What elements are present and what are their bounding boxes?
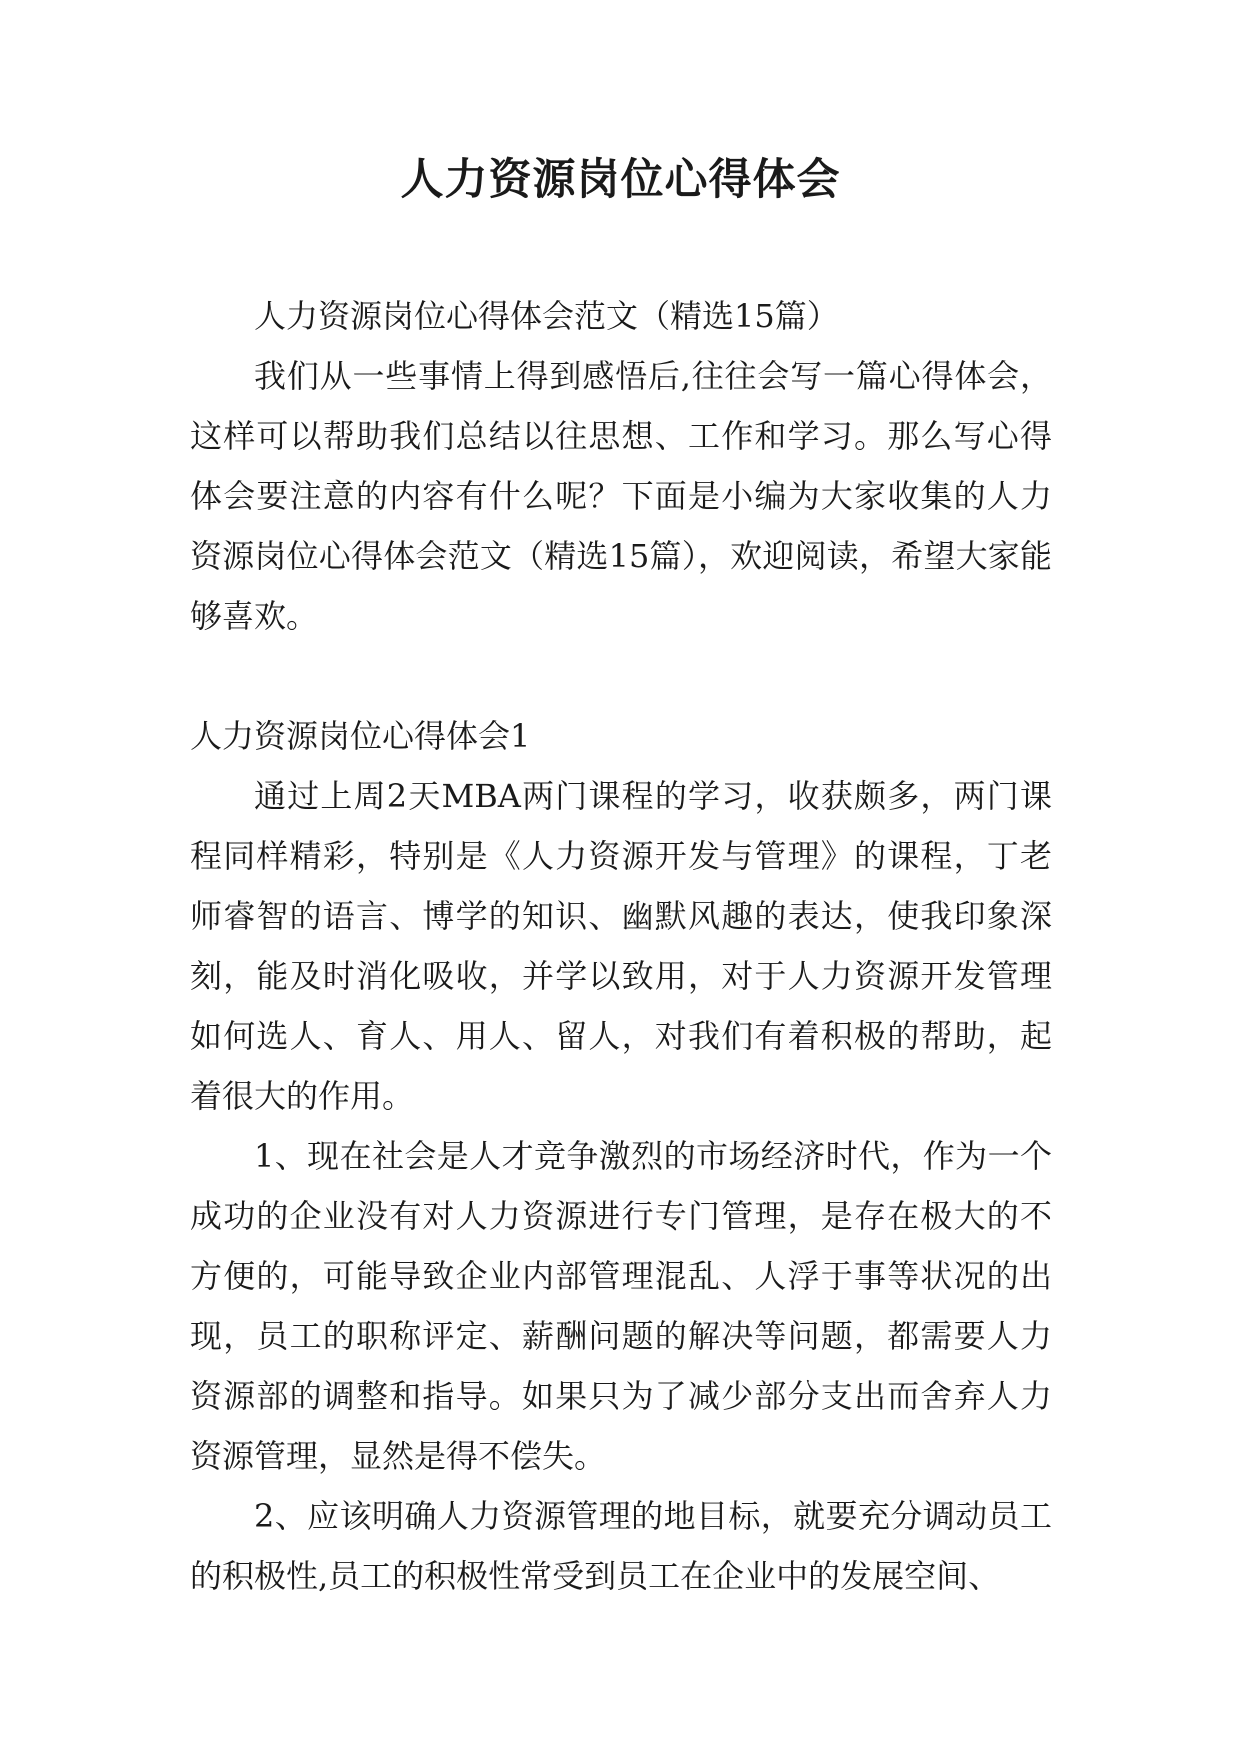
document-title: 人力资源岗位心得体会 [400, 155, 841, 205]
intro-paragraph: 我们从一些事情上得到感悟后,往往会写一篇心得体会，这样可以帮助我们总结以往思想、工作和学习。那么写心得体会要注意的内容有什么呢？下面是小编为大家收集的人力资源岗位心得体会范文（精选15篇），欢迎阅读，希望大家能够喜欢。 [190, 357, 1052, 635]
body-paragraph-2: 1、现在社会是人才竞争激烈的市场经济时代，作为一个成功的企业没有对人力资源进行专门管理，是存在极大的不方便的，可能导致企业内部管理混乱、人浮于事等状况的出现，员工的职称评定、薪酬问题的解决等问题，都需要人力资源部的调整和指导。如果只为了减少部分支出而舍弃人力资源管理，显然是得不偿失。 [190, 1137, 1052, 1475]
document-body [190, 286, 1052, 1606]
document-subtitle: 人力资源岗位心得体会范文（精选15篇） [254, 297, 839, 335]
body-paragraph-3: 2、应该明确人力资源管理的地目标，就要充分调动员工的积极性,员工的积极性常受到员工在企业中的发展空间、 [190, 1497, 1052, 1595]
body-paragraph-1: 通过上周2天MBA两门课程的学习，收获颇多，两门课程同样精彩，特别是《人力资源开发与管理》的课程，丁老师睿智的语言、博学的知识、幽默风趣的表达，使我印象深刻，能及时消化吸收，并学以致用，对于人力资源开发管理如何选人、育人、用人、留人，对我们有着积极的帮助，起着很大的作用。 [190, 777, 1052, 1115]
section-spacer [190, 646, 1052, 706]
section-heading: 人力资源岗位心得体会1 [190, 717, 531, 755]
